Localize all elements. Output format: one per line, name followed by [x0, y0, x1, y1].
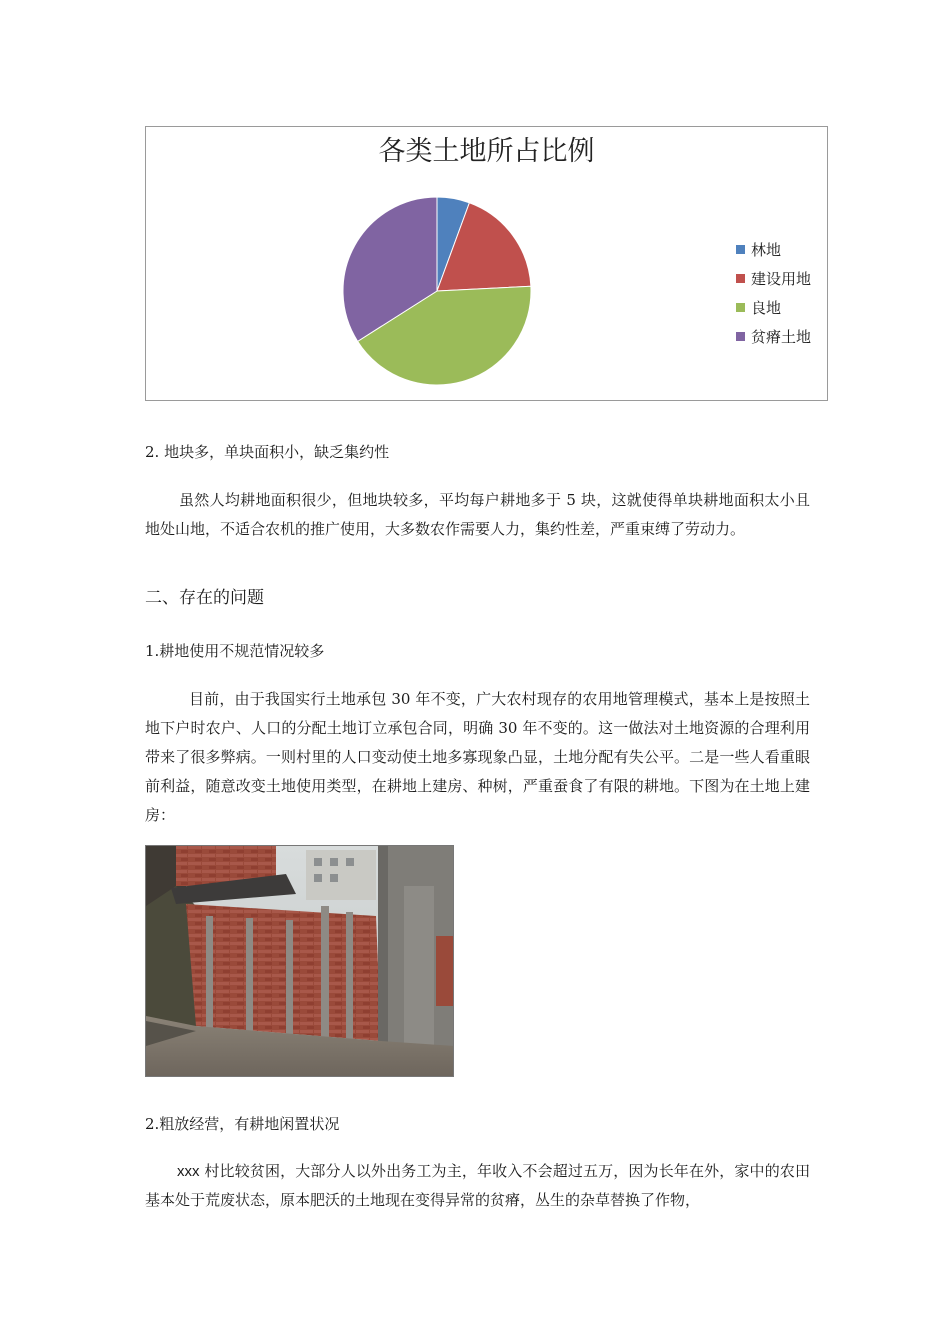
chart-title: 各类土地所占比例	[378, 136, 595, 167]
problem-1-heading: 1.耕地使用不规范情况较多	[145, 642, 325, 660]
legend-swatch	[736, 303, 745, 312]
section-2-paragraph: 虽然人均耕地面积很少，但地块较多，平均每户耕地多于 5 块，这就使得单块耕地面积太小且地处山地，不适合农机的推广使用，大多数农作需要人力，集约性差，严重束缚了劳动力。	[145, 491, 810, 538]
pie-chart-container	[145, 126, 828, 401]
problem-1-paragraph: 目前，由于我国实行土地承包 30 年不变，广大农村现存的农用地管理模式，基本上是按照土地下户时农户、人口的分配土地订立承包合同，明确 30 年不变的。这一做法对土地资源的合理利用带来了很多弊病。一则村里的人口变动使土地多寡现象凸显，土地分配有失公平。二是一些人看重眼前利益，随意改变土地使用类型，在耕地上建房、种树，严重蚕食了有限的耕地。下图为在土地上建房：	[145, 690, 810, 824]
village-name-placeholder: xxx	[177, 1163, 200, 1180]
legend-item-construction	[736, 264, 811, 293]
problem-2-paragraph	[145, 1157, 810, 1215]
legend-swatch	[736, 332, 745, 341]
section-2-heading: 2. 地块多，单块面积小，缺乏集约性	[145, 443, 390, 461]
legend-swatch	[736, 245, 745, 254]
pie-chart	[342, 195, 532, 387]
legend-item-good-land	[736, 293, 811, 322]
legend-swatch	[736, 274, 745, 283]
legend-label: 良地	[751, 299, 782, 317]
legend-item-forest	[736, 235, 811, 264]
legend-item-poor-land	[736, 322, 811, 351]
chapter-heading: 二、存在的问题	[145, 588, 264, 608]
problem-2-heading: 2.粗放经营，有耕地闲置状况	[145, 1115, 340, 1133]
legend-label: 贫瘠土地	[751, 328, 812, 346]
legend-label: 林地	[751, 241, 782, 259]
photo-illustration	[146, 846, 454, 1077]
chart-legend	[736, 235, 811, 351]
problem-2-paragraph-text: 村比较贫困，大部分人以外出务工为主，年收入不会超过五万，因为长年在外，家中的农田基本处于荒废状态，原本肥沃的土地现在变得异常的贫瘠，丛生的杂草替换了作物，	[145, 1162, 810, 1209]
photo-building-on-farmland	[145, 845, 454, 1077]
legend-label: 建设用地	[751, 270, 812, 288]
